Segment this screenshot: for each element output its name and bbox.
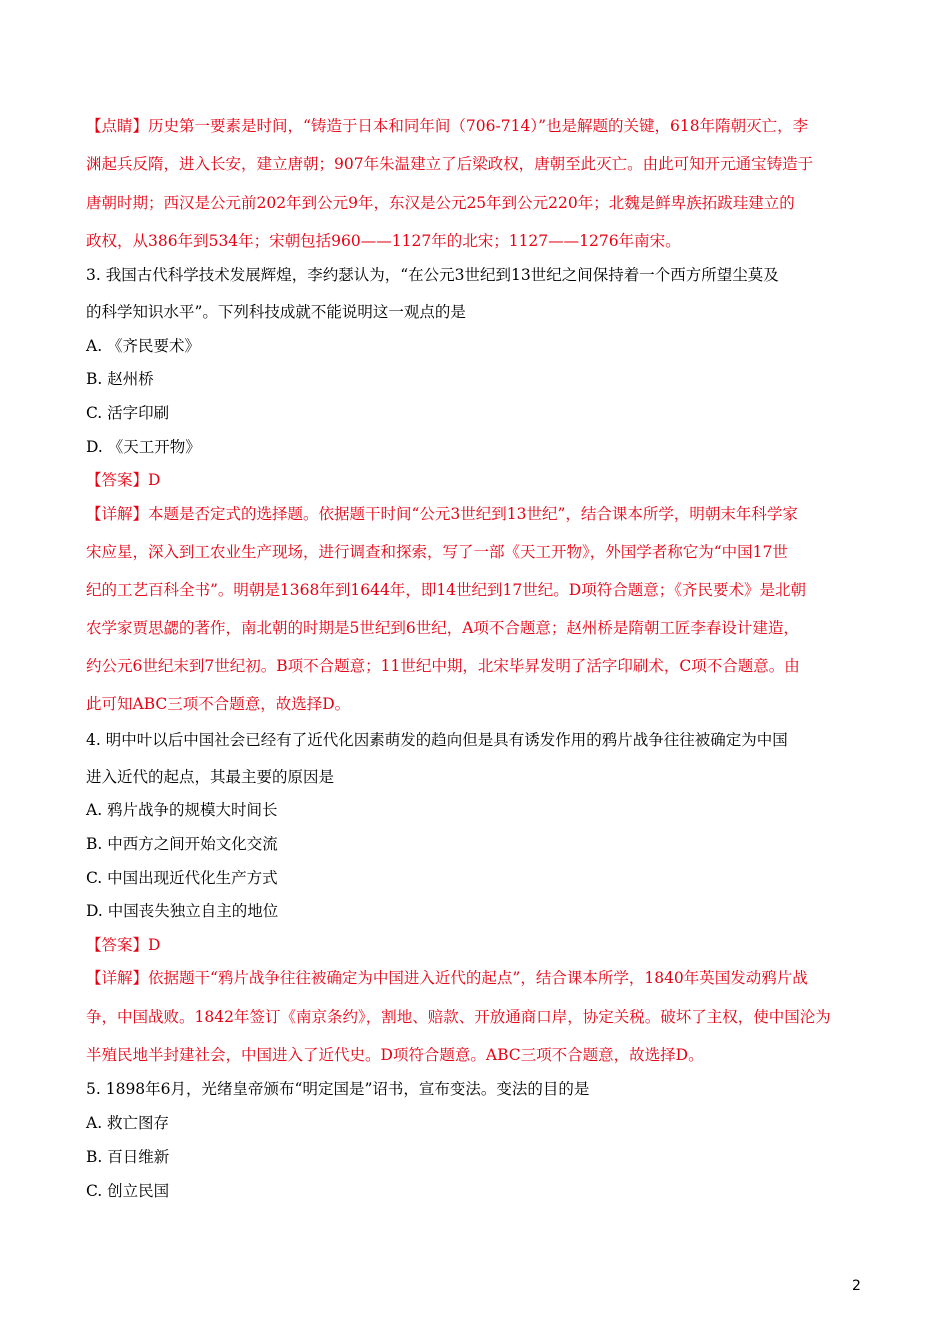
q2-note-line: 政权，从386年到534年；宋朝包括960——1127年的北宋；1127——1276年南宋。 xyxy=(86,232,681,250)
q3-answer: 【答案】D xyxy=(86,471,161,489)
q5-stem-line: 5. 1898年6月，光绪皇帝颁布“明定国是”诏书，宣布变法。变法的目的是 xyxy=(86,1080,590,1098)
q4-option-d: D. 中国丧失独立自主的地位 xyxy=(86,902,279,920)
q3-explanation-line: 宋应星，深入到工农业生产现场，进行调查和探索，写了一部《天工开物》，外国学者称它为“中国17世 xyxy=(86,543,788,561)
q4-stem-line: 进入近代的起点，其最主要的原因是 xyxy=(86,768,335,786)
q3-explanation-line: 【详解】本题是否定式的选择题。依据题干时间“公元3世纪到13世纪”，结合课本所学，明朝末年科学家 xyxy=(86,505,798,523)
q3-option-b: B. 赵州桥 xyxy=(86,370,154,388)
q3-explanation-line: 此可知ABC三项不合题意，故选择D。 xyxy=(86,695,351,713)
q5-option-a: A. 救亡图存 xyxy=(86,1114,170,1132)
q4-option-c: C. 中国出现近代化生产方式 xyxy=(86,869,278,887)
q4-option-a: A. 鸦片战争的规模大时间长 xyxy=(86,801,278,819)
q4-explanation-line: 【详解】依据题干“鸦片战争往往被确定为中国进入近代的起点”，结合课本所学，1840年英国发动鸦片战 xyxy=(86,969,808,987)
q3-option-a: A. 《齐民要术》 xyxy=(86,337,201,355)
q3-explanation-line: 农学家贾思勰的著作，南北朝的时期是5世纪到6世纪，A项不合题意；赵州桥是隋朝工匠李春设计建造， xyxy=(86,619,799,637)
q3-option-d: D. 《天工开物》 xyxy=(86,438,201,456)
q3-explanation-line: 约公元6世纪末到7世纪初。B项不合题意；11世纪中期，北宋毕昇发明了活字印刷术，C项不合题意。由 xyxy=(86,657,800,675)
q2-note-line: 唐朝时期；西汉是公元前202年到公元9年，东汉是公元25年到公元220年；北魏是鲜卑族拓跋珪建立的 xyxy=(86,194,795,212)
q4-answer: 【答案】D xyxy=(86,936,161,954)
q4-option-b: B. 中西方之间开始文化交流 xyxy=(86,835,278,853)
q2-note-line: 渊起兵反隋，进入长安，建立唐朝；907年朱温建立了后梁政权，唐朝至此灭亡。由此可知开元通宝铸造于 xyxy=(86,155,814,173)
q4-explanation-line: 争，中国战败。1842年签订《南京条约》，割地、赔款、开放通商口岸，协定关税。破坏了主权，使中国沦为 xyxy=(86,1008,831,1026)
q3-explanation-line: 纪的工艺百科全书”。明朝是1368年到1644年，即14世纪到17世纪。D项符合题意；《齐民要术》是北朝 xyxy=(86,581,806,599)
q2-note-line: 【点睛】历史第一要素是时间，“铸造于日本和同年间（706-714）”也是解题的关键，618年隋朝灭亡，李 xyxy=(86,117,809,135)
q3-stem-line: 的科学知识水平”。下列科技成就不能说明这一观点的是 xyxy=(86,303,466,321)
q3-stem-line: 3. 我国古代科学技术发展辉煌，李约瑟认为，“在公元3世纪到13世纪之间保持着一个西方所望尘莫及 xyxy=(86,266,779,284)
q5-option-c: C. 创立民国 xyxy=(86,1182,170,1200)
q4-explanation-line: 半殖民地半封建社会，中国进入了近代史。D项符合题意。ABC三项不合题意，故选择D。 xyxy=(86,1046,704,1064)
q5-option-b: B. 百日维新 xyxy=(86,1148,170,1166)
page-number: 2 xyxy=(852,1278,861,1294)
q3-option-c: C. 活字印刷 xyxy=(86,404,170,422)
q4-stem-line: 4. 明中叶以后中国社会已经有了近代化因素萌发的趋向但是具有诱发作用的鸦片战争往往被确定为中国 xyxy=(86,731,788,749)
